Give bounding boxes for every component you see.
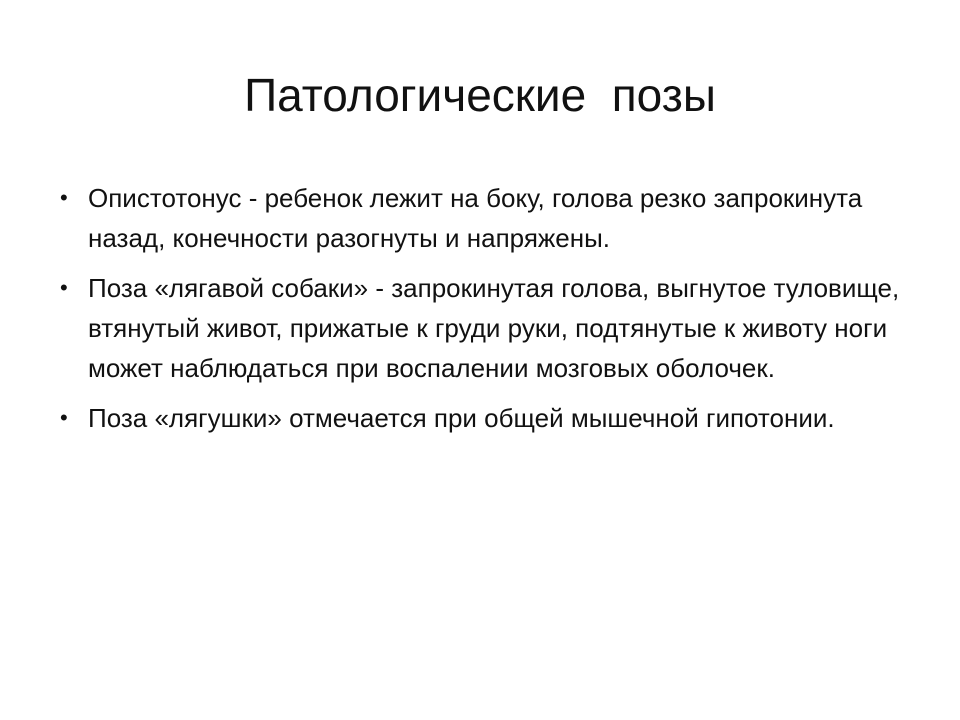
bullet-text: Поза «лягушки» отмечается при общей мышечной гипотонии.	[88, 403, 835, 433]
bullet-item-opisthotonus	[58, 178, 918, 258]
bullet-dot-icon: •	[60, 405, 68, 430]
bullet-item-pointer-dog-pose	[58, 268, 918, 388]
bullet-text: Опистотонус - ребенок лежит на боку, голова резко запрокинута назад, конечности разогнуты и напряжены.	[88, 183, 863, 253]
slide-title: Патологические позы	[244, 69, 716, 121]
bullet-item-frog-pose	[58, 398, 918, 438]
bullet-list	[58, 178, 918, 448]
bullet-dot-icon: •	[60, 185, 68, 210]
bullet-dot-icon: •	[60, 275, 68, 300]
bullet-text: Поза «лягавой собаки» - запрокинутая голова, выгнутое туловище, втянутый живот, прижатые к груди руки, подтянутые к животу ноги может наблюдаться при воспалении мозговых оболочек.	[88, 273, 900, 383]
